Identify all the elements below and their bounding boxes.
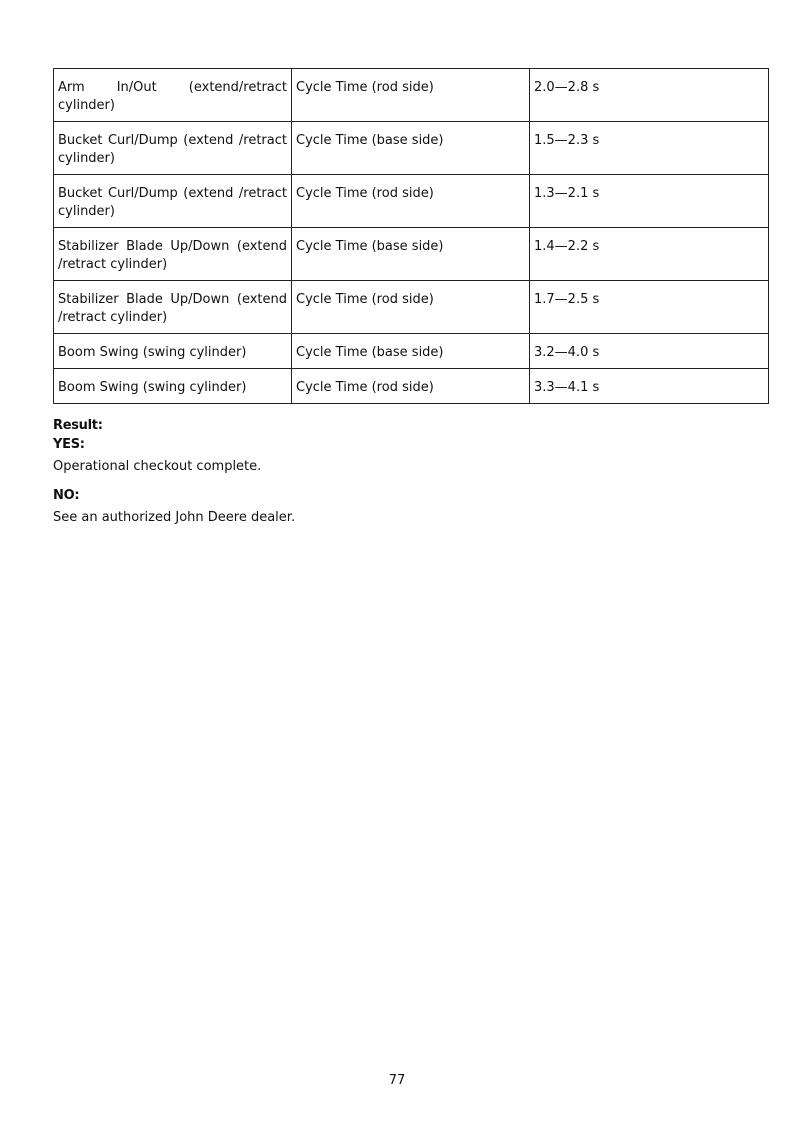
page-number: 77	[388, 1073, 406, 1088]
table-row	[54, 228, 769, 281]
function-cell: Stabilizer Blade Up/Down (extend /retract cylinder)	[54, 228, 292, 281]
spec-cell: 1.5—2.3 s	[530, 122, 769, 175]
page-content	[53, 68, 741, 527]
spec-cell: 1.4—2.2 s	[530, 228, 769, 281]
table-row	[54, 369, 769, 404]
table-row	[54, 69, 769, 122]
function-cell: Boom Swing (swing cylinder)	[54, 369, 292, 404]
yes-text: Operational checkout complete.	[53, 459, 262, 474]
spec-cell: 3.3—4.1 s	[530, 369, 769, 404]
table-row	[54, 122, 769, 175]
result-heading: Result:	[53, 418, 103, 433]
function-cell: Arm In/Out (extend/retract cylinder)	[54, 69, 292, 122]
no-heading: NO:	[53, 488, 80, 503]
test-cell: Cycle Time (rod side)	[292, 281, 530, 334]
test-cell: Cycle Time (rod side)	[292, 69, 530, 122]
table-row	[54, 175, 769, 228]
function-cell: Boom Swing (swing cylinder)	[54, 334, 292, 369]
spec-cell: 1.7—2.5 s	[530, 281, 769, 334]
yes-heading: YES:	[53, 437, 85, 452]
function-cell: Bucket Curl/Dump (extend /retract cylinder)	[54, 122, 292, 175]
cycle-time-table	[53, 68, 769, 404]
table-row	[54, 334, 769, 369]
test-cell: Cycle Time (rod side)	[292, 369, 530, 404]
test-cell: Cycle Time (rod side)	[292, 175, 530, 228]
function-cell: Stabilizer Blade Up/Down (extend /retract cylinder)	[54, 281, 292, 334]
result-section	[53, 416, 741, 527]
test-cell: Cycle Time (base side)	[292, 228, 530, 281]
no-text: See an authorized John Deere dealer.	[53, 510, 296, 525]
spec-cell: 1.3—2.1 s	[530, 175, 769, 228]
function-cell: Bucket Curl/Dump (extend /retract cylinder)	[54, 175, 292, 228]
spec-cell: 3.2—4.0 s	[530, 334, 769, 369]
test-cell: Cycle Time (base side)	[292, 122, 530, 175]
spec-cell: 2.0—2.8 s	[530, 69, 769, 122]
table-row	[54, 281, 769, 334]
test-cell: Cycle Time (base side)	[292, 334, 530, 369]
